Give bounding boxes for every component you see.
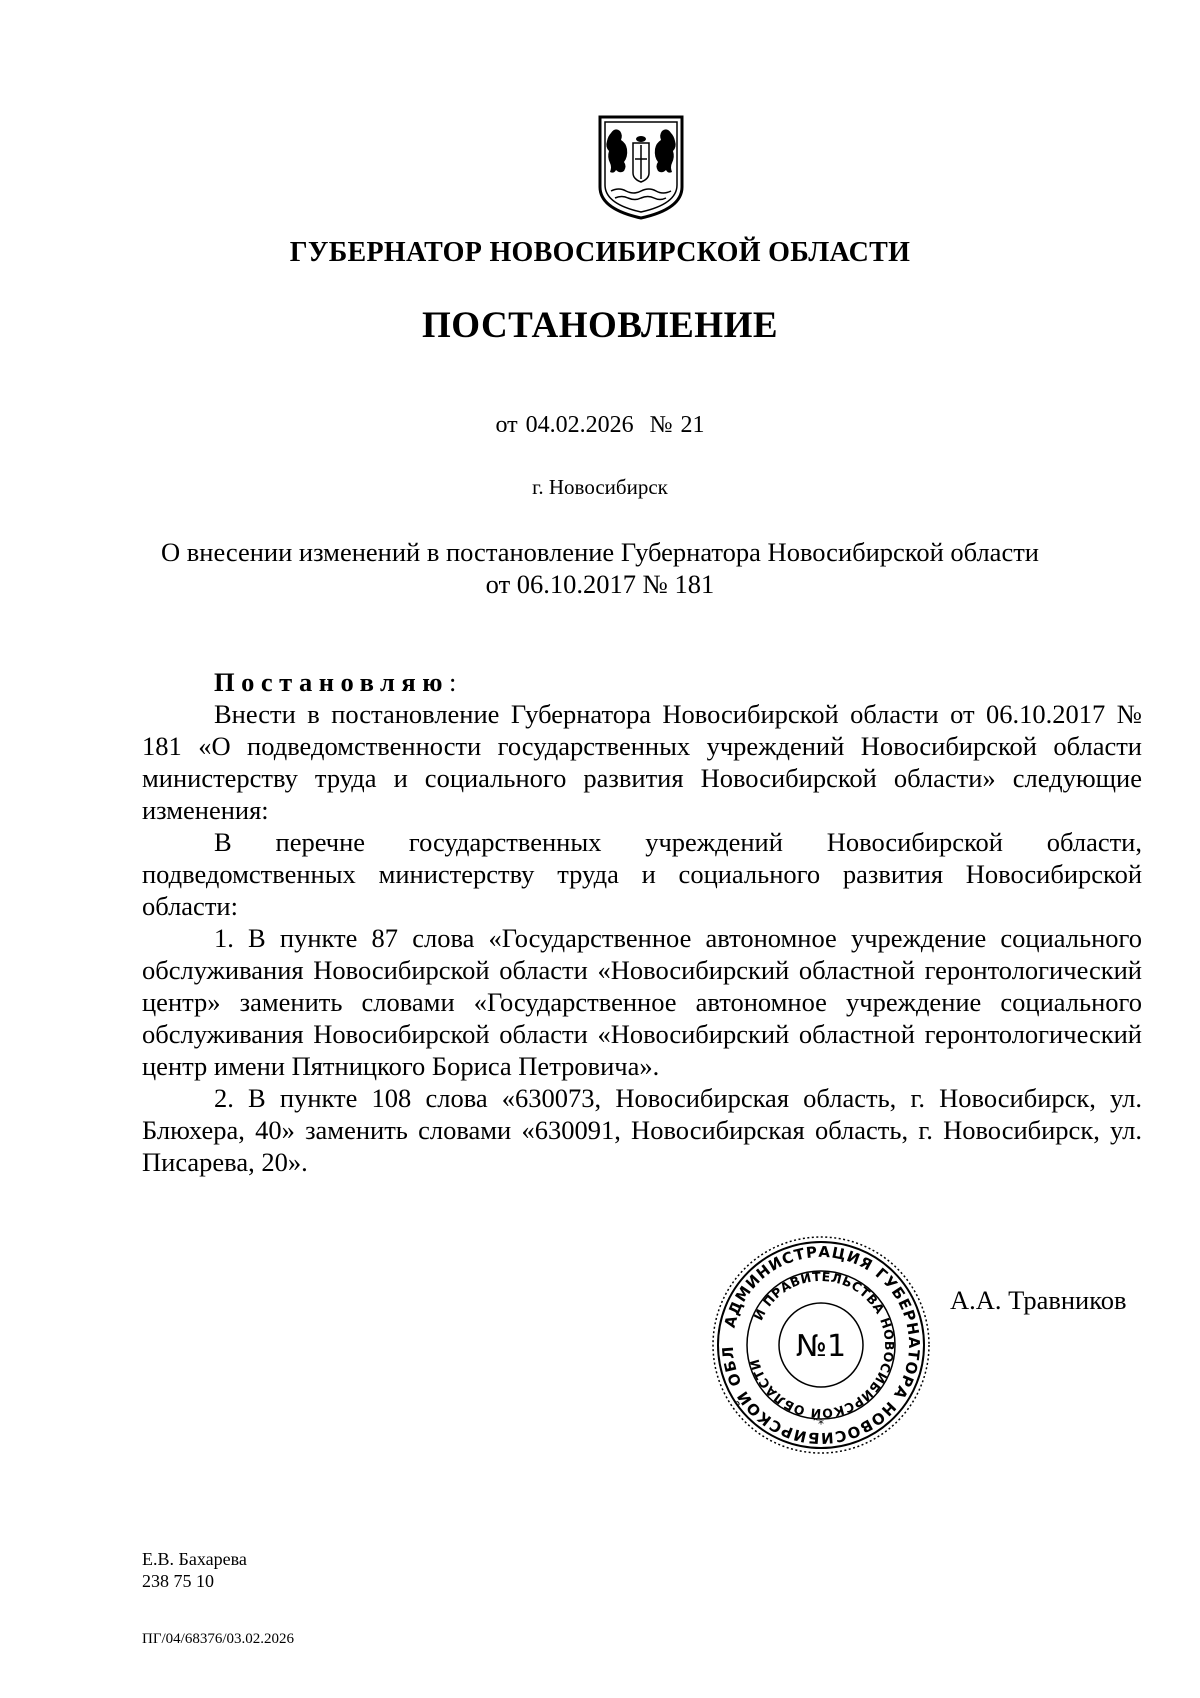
svg-text:*: *	[818, 1417, 824, 1431]
signatory-name: А.А. Травников	[950, 1285, 1127, 1315]
executor-name: Е.В. Бахарева	[142, 1549, 247, 1569]
body-paragraph: 1. В пункте 87 слова «Государственное автономное учреждение социального обслуживания Новосибирской области «Новосибирский областной геронтологический центр» заменить словами «Государственное автономное учреждение социального обслуживания Новосибирской области «Новосибирский областной геронтологический центр имени Пятницкого Бориса Петровича».	[142, 923, 1142, 1081]
document-date-number: от 04.02.2026 № 21	[495, 412, 705, 438]
document-body	[142, 666, 1142, 1178]
stamp-inner-text: И ПРАВИТЕЛЬСТВА НОВОСИБИРСКОЙ ОБЛАСТИ	[746, 1268, 898, 1422]
issue-place: г. Новосибирск	[532, 475, 668, 499]
executor-block	[142, 1548, 247, 1592]
document-registration-code: ПГ/04/68376/03.02.2026	[142, 1631, 295, 1647]
issuing-authority: ГУБЕРНАТОР НОВОСИБИРСКОЙ ОБЛАСТИ	[289, 237, 911, 268]
subject-line-1: О внесении изменений в постановление Губернатора Новосибирской области	[161, 537, 1039, 567]
decree-heading	[142, 666, 1142, 698]
subject-line-2: от 06.10.2017 № 181	[485, 569, 715, 599]
decree-word: Постановляю	[214, 667, 449, 697]
decree-colon: :	[449, 667, 457, 697]
document-subject	[0, 536, 1200, 600]
stamp-number: №1	[795, 1329, 847, 1364]
document-type-title: ПОСТАНОВЛЕНИЕ	[421, 305, 779, 346]
official-seal-stamp	[708, 1232, 934, 1458]
body-paragraph: В перечне государственных учреждений Новосибирской области, подведомственных министерству труда и социального развития Новосибирской области:	[142, 827, 1142, 921]
body-paragraph: Внести в постановление Губернатора Новосибирской области от 06.10.2017 № 181 «О подведомственности государственных учреждений Новосибирской области министерству труда и социального развития Новосибирской области» следующие изменения:	[142, 699, 1142, 825]
coat-of-arms-emblem	[597, 113, 685, 221]
body-paragraph: 2. В пункте 108 слова «630073, Новосибирская область, г. Новосибирск, ул. Блюхера, 40» заменить словами «630091, Новосибирская область, г. Новосибирск, ул. Писарева, 20».	[142, 1083, 1142, 1177]
executor-phone: 238 75 10	[142, 1571, 214, 1591]
stamp-outer-text: АДМИНИСТРАЦИЯ ГУБЕРНАТОРА НОВОСИБИРСКОЙ ОБЛ	[718, 1242, 924, 1448]
